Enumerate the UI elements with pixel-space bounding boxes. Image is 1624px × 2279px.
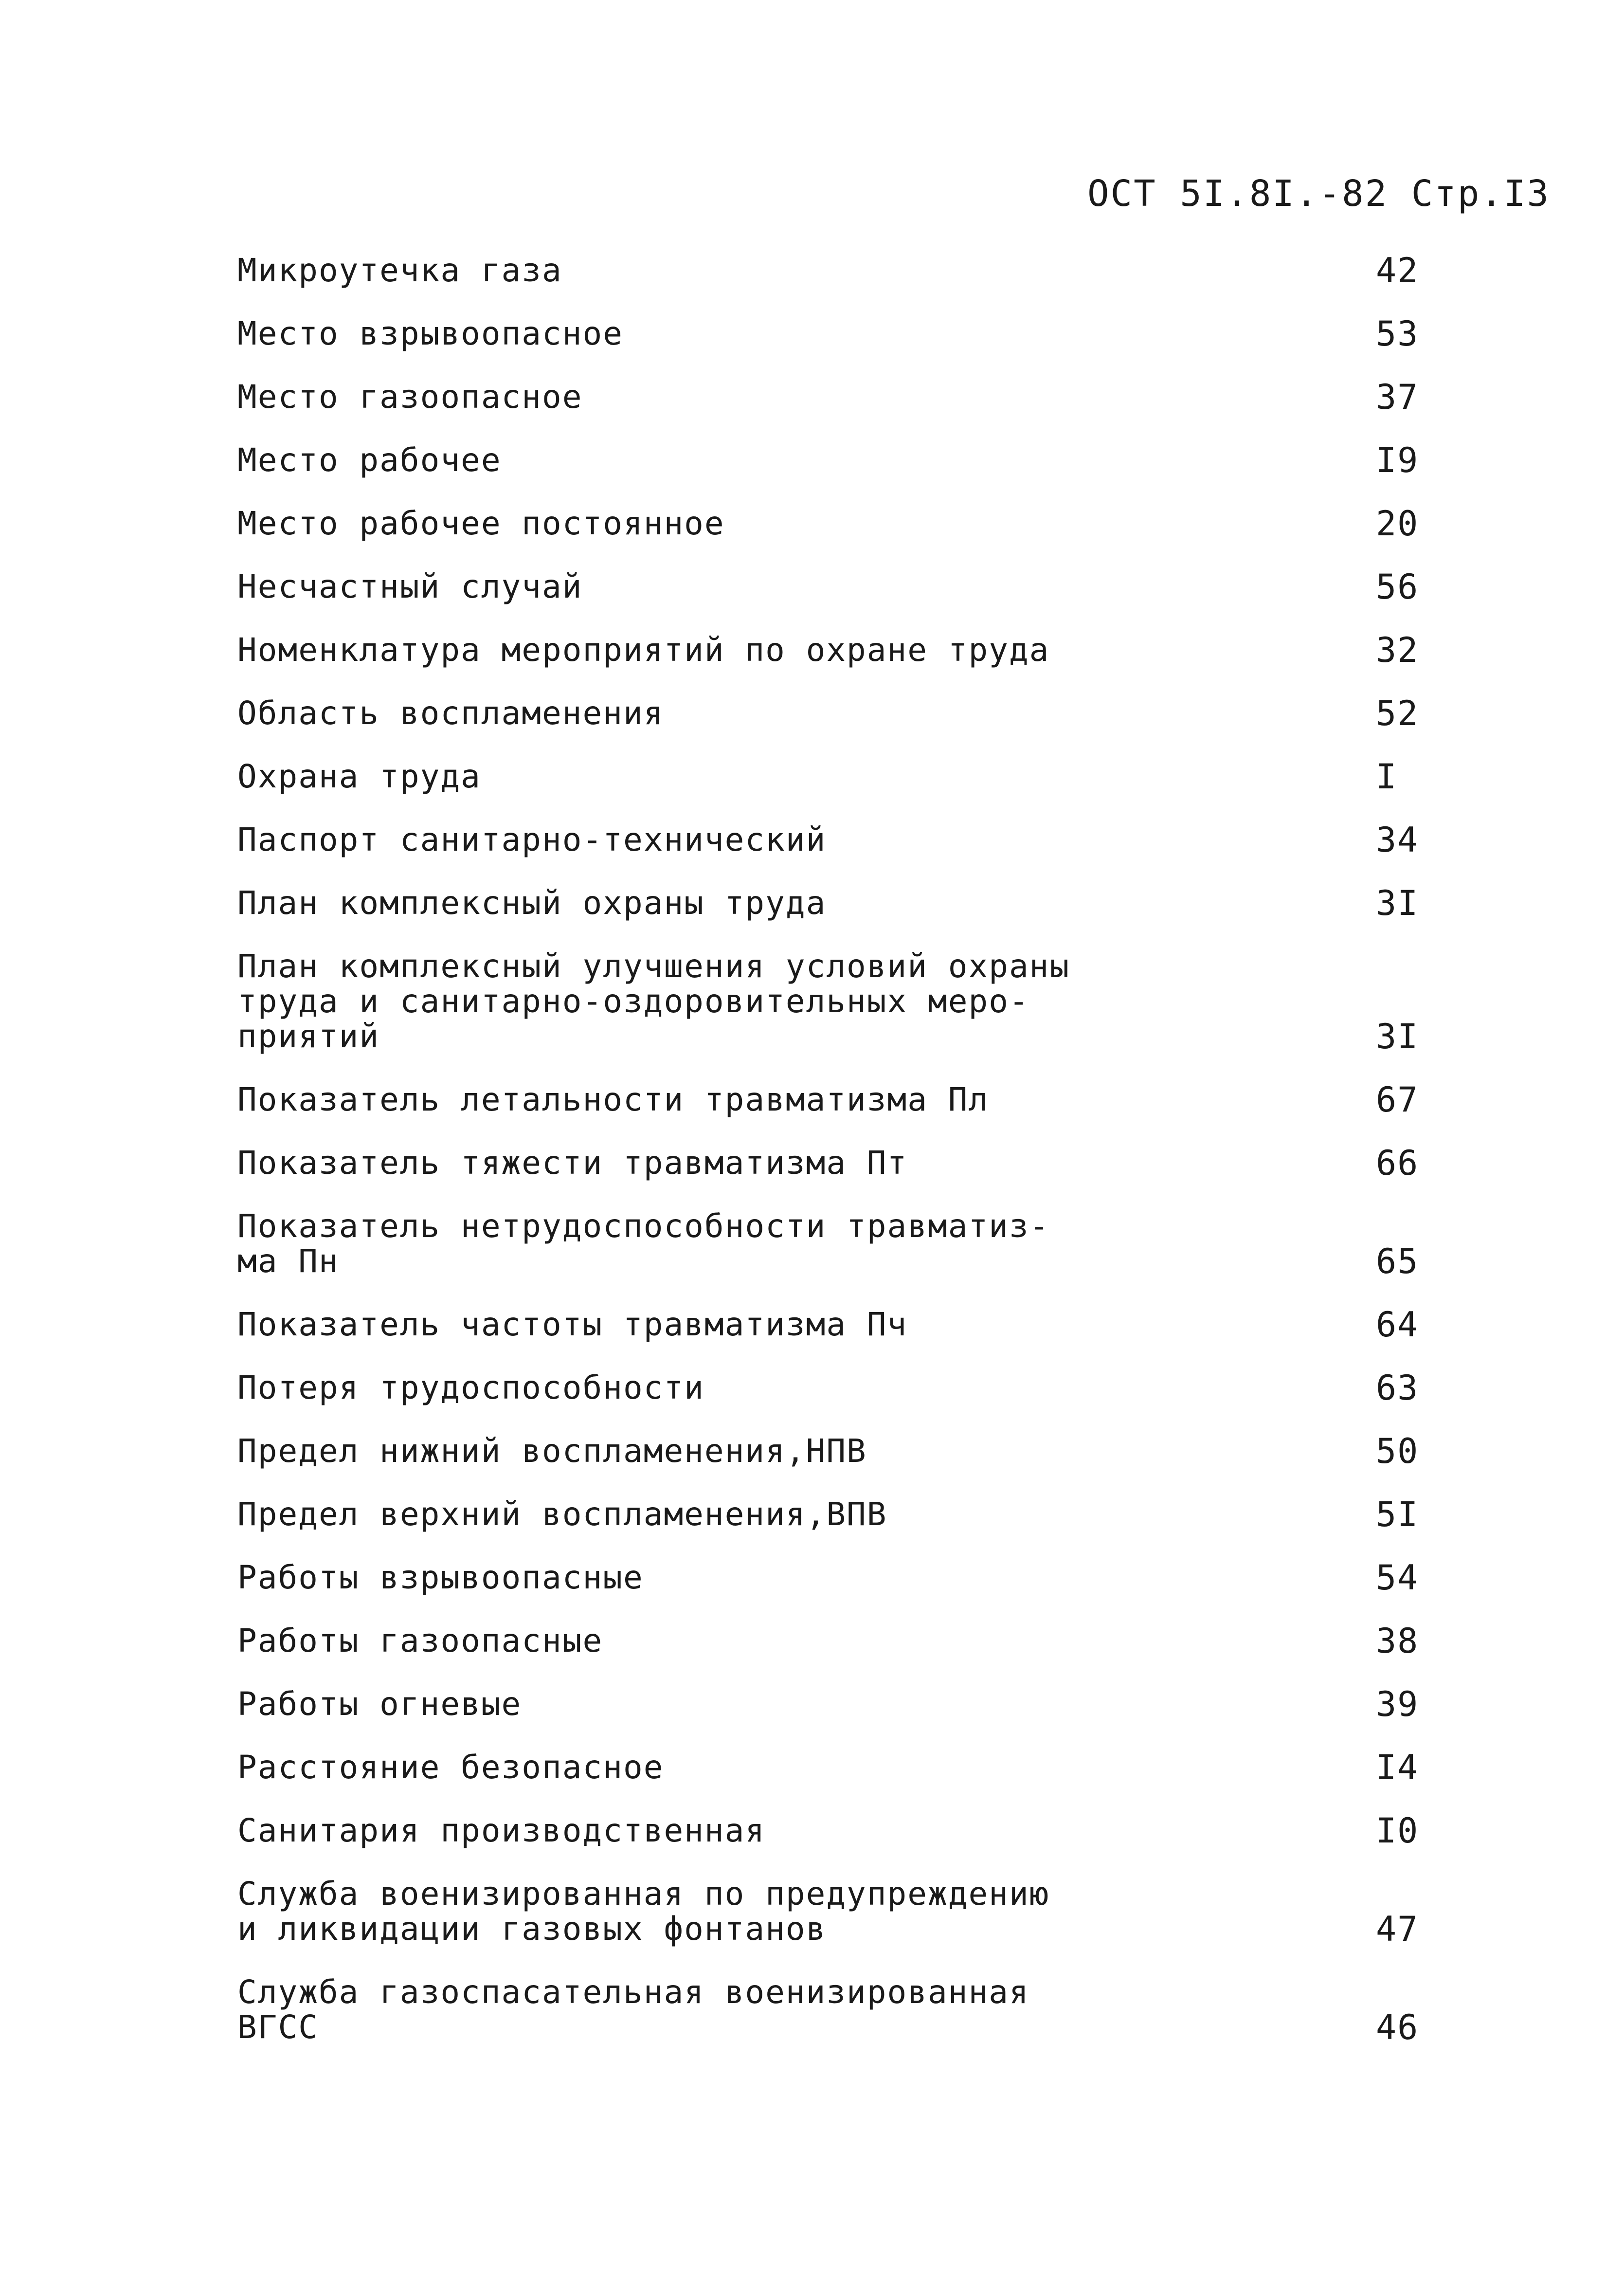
entry-term-line: Потеря трудоспособности: [237, 1369, 704, 1406]
entry-term: [237, 1560, 1094, 1595]
index-entry: [237, 377, 1444, 417]
index-entry: [237, 820, 1444, 860]
entry-page-number: I0: [1376, 1811, 1419, 1851]
entry-term: [237, 759, 1094, 794]
entry-term: [237, 380, 1094, 415]
index-entry: [237, 948, 1444, 1057]
index-entry: [237, 1975, 1444, 2045]
entry-page-number: 34: [1376, 820, 1419, 860]
entry-term-line: труда и санитарно-оздоровительных меро-: [237, 983, 1029, 1020]
entry-page-number: 3I: [1376, 883, 1419, 923]
entry-term: [237, 1750, 1094, 1785]
index-entry: [237, 1431, 1444, 1471]
index-entry: [237, 693, 1444, 733]
entry-page-number: 52: [1376, 693, 1419, 733]
entry-term-line: Служба газоспасательная военизированная: [237, 1973, 1029, 2011]
entry-term-line: Несчастный случай: [237, 568, 583, 605]
index-entry: [237, 314, 1444, 354]
entry-term-line: Показатель летальности травматизма Пл: [237, 1081, 989, 1118]
entry-term-line: Номенклатура мероприятий по охране труда: [237, 631, 1050, 669]
entry-term: [237, 886, 1094, 921]
entry-term-line: План комплексный улучшения условий охраны: [237, 948, 1070, 985]
index-entry: [237, 1080, 1444, 1120]
entry-term-line: Область воспламенения: [237, 694, 664, 732]
page-header: ОСТ 5I.8I.-82 Стр.I3: [1087, 173, 1551, 215]
entry-term: [237, 1623, 1094, 1659]
entry-term: [237, 443, 1094, 478]
entry-page-number: I: [1376, 757, 1398, 797]
entry-term-line: и ликвидации газовых фонтанов: [237, 1910, 827, 1948]
entry-page-number: 53: [1376, 314, 1419, 354]
entry-term: [237, 1307, 1094, 1342]
entry-term: [237, 1082, 1094, 1117]
entry-term-line: Показатель частоты травматизма Пч: [237, 1306, 908, 1343]
index-entry: [237, 1305, 1444, 1345]
entry-term: [237, 1877, 1094, 1947]
entry-page-number: 3I: [1376, 1017, 1419, 1057]
entry-term-line: Место рабочее: [237, 441, 502, 479]
index-entry: [237, 1750, 1444, 1785]
entry-page-number: 39: [1376, 1684, 1419, 1724]
entry-term-line: Расстояние безопасное: [237, 1749, 664, 1786]
entry-term-line: Паспорт санитарно-технический: [237, 821, 827, 858]
entry-page-number: 64: [1376, 1305, 1419, 1345]
index-entry: [237, 504, 1444, 544]
entry-page-number: 32: [1376, 630, 1419, 670]
entry-term-line: Показатель тяжести травматизма Пт: [237, 1144, 908, 1182]
entry-term: [237, 569, 1094, 604]
entry-term: [237, 1687, 1094, 1722]
entry-term: [237, 822, 1094, 857]
index-entry: [237, 1368, 1444, 1408]
entry-term-line: Предел нижний воспламенения,НПВ: [237, 1432, 867, 1470]
index-entry: [237, 251, 1444, 291]
entry-term-line: ВГСС: [237, 2008, 319, 2046]
entry-term-line: План комплексный охраны труда: [237, 884, 827, 922]
entry-page-number: 66: [1376, 1143, 1419, 1183]
entry-term: [237, 1975, 1094, 2045]
index-entry: [237, 630, 1444, 670]
entry-page-number: 54: [1376, 1558, 1419, 1598]
entry-page-number: 20: [1376, 504, 1419, 544]
entry-term: [237, 316, 1094, 351]
index-entry: [237, 883, 1444, 923]
entry-page-number: 46: [1376, 2007, 1419, 2047]
index-entry: [237, 1877, 1444, 1947]
entry-term-line: Предел верхний воспламенения,ВПВ: [237, 1495, 887, 1533]
index-entry: [237, 440, 1444, 480]
index-entry: [237, 1811, 1444, 1851]
entry-page-number: 63: [1376, 1368, 1419, 1408]
index-entry: [237, 757, 1444, 797]
entry-page-number: 47: [1376, 1909, 1419, 1949]
index-entry: [237, 1684, 1444, 1724]
entry-term: [237, 253, 1094, 288]
entry-page-number: 37: [1376, 377, 1419, 417]
entry-page-number: 42: [1376, 251, 1419, 291]
entry-term: [237, 1813, 1094, 1848]
entry-term: [237, 1497, 1094, 1532]
entry-term-line: приятий: [237, 1018, 380, 1055]
index-entry: [237, 1143, 1444, 1183]
entry-term: [237, 633, 1094, 668]
entry-term: [237, 1146, 1094, 1181]
entry-term-line: Служба военизированная по предупреждению: [237, 1875, 1050, 1913]
entry-term: [237, 506, 1094, 541]
entry-term-line: Показатель нетрудоспособности травматиз-: [237, 1207, 1050, 1245]
index-entry: [237, 1209, 1444, 1279]
entry-page-number: 65: [1376, 1241, 1419, 1281]
index-entry: [237, 567, 1444, 607]
entry-term-line: Охрана труда: [237, 758, 481, 795]
entry-page-number: 5I: [1376, 1495, 1419, 1534]
entry-page-number: 56: [1376, 567, 1419, 607]
entry-term-line: ма Пн: [237, 1242, 339, 1280]
index-entry: [237, 1623, 1444, 1659]
entry-term: [237, 1209, 1094, 1279]
entry-term-line: Санитария производственная: [237, 1812, 766, 1849]
subject-index-list: [237, 253, 1444, 2073]
entry-term: [237, 696, 1094, 731]
entry-page-number: 67: [1376, 1080, 1419, 1120]
entry-term-line: Работы газоопасные: [237, 1622, 603, 1659]
entry-term-line: Работы взрывоопасные: [237, 1559, 644, 1596]
entry-page-number: 50: [1376, 1431, 1419, 1471]
entry-term-line: Работы огневые: [237, 1685, 522, 1723]
entry-term: [237, 1370, 1094, 1405]
entry-page-number: I4: [1376, 1748, 1419, 1787]
entry-term-line: Место рабочее постоянное: [237, 505, 725, 542]
entry-term: [237, 949, 1094, 1054]
entry-term: [237, 1434, 1094, 1469]
entry-page-number: I9: [1376, 440, 1419, 480]
entry-term-line: Место взрывоопасное: [237, 315, 623, 352]
index-entry: [237, 1497, 1444, 1532]
entry-term-line: Место газоопасное: [237, 378, 583, 416]
entry-term-line: Микроутечка газа: [237, 252, 562, 289]
index-entry: [237, 1558, 1444, 1598]
entry-page-number: 38: [1376, 1621, 1419, 1661]
